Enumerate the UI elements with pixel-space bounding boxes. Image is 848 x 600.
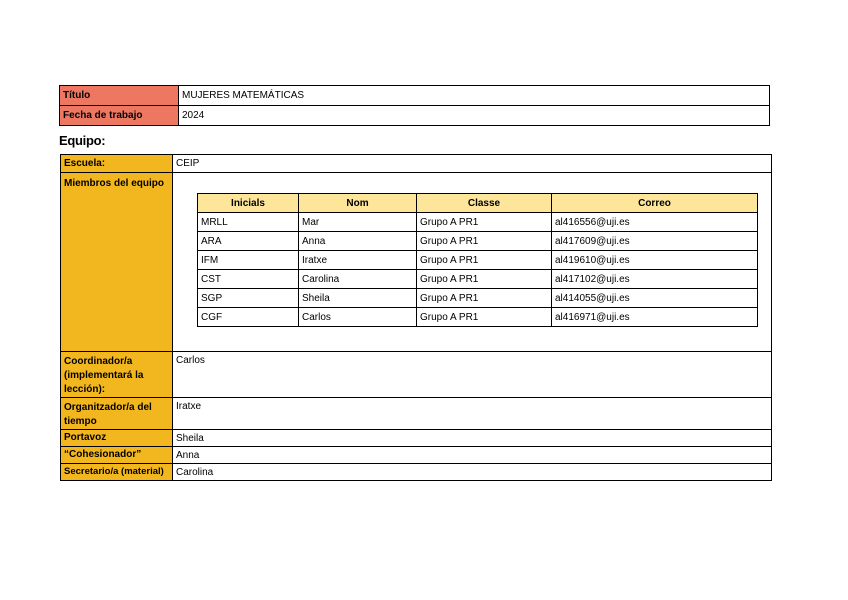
member-class: Grupo A PR1 <box>417 232 552 251</box>
member-class: Grupo A PR1 <box>417 308 552 327</box>
organizador-label: Organitzador/a del tiempo <box>61 398 173 430</box>
member-initials: IFM <box>198 251 299 270</box>
member-initials: CST <box>198 270 299 289</box>
col-header-correo: Correo <box>552 194 758 213</box>
member-name: Iratxe <box>299 251 417 270</box>
organizador-value: Iratxe <box>173 398 772 430</box>
titulo-label: Título <box>60 86 179 106</box>
col-header-nom: Nom <box>299 194 417 213</box>
member-name: Carolina <box>299 270 417 289</box>
header-table <box>59 85 770 126</box>
members-header-row <box>198 194 758 213</box>
member-name: Mar <box>299 213 417 232</box>
member-email: al416971@uji.es <box>552 308 758 327</box>
member-initials: SGP <box>198 289 299 308</box>
equipo-table <box>60 154 772 481</box>
portavoz-value: Sheila <box>173 430 772 447</box>
secretario-label: Secretario/a (material) <box>61 464 173 481</box>
member-name: Anna <box>299 232 417 251</box>
member-name: Sheila <box>299 289 417 308</box>
col-header-inicials: Inicials <box>198 194 299 213</box>
miembros-cell <box>173 173 772 352</box>
member-class: Grupo A PR1 <box>417 251 552 270</box>
member-email: al414055@uji.es <box>552 289 758 308</box>
member-initials: ARA <box>198 232 299 251</box>
equipo-heading: Equipo: <box>59 133 106 148</box>
fecha-value: 2024 <box>179 106 770 126</box>
member-email: al417609@uji.es <box>552 232 758 251</box>
coordinador-row <box>61 352 772 398</box>
member-class: Grupo A PR1 <box>417 289 552 308</box>
member-email: al417102@uji.es <box>552 270 758 289</box>
member-initials: MRLL <box>198 213 299 232</box>
escuela-row <box>61 155 772 173</box>
member-initials: CGF <box>198 308 299 327</box>
cohesionador-row <box>61 447 772 464</box>
miembros-label: Miembros del equipo <box>61 173 173 352</box>
member-email: al419610@uji.es <box>552 251 758 270</box>
titulo-value: MUJERES MATEMÁTICAS <box>179 86 770 106</box>
escuela-value: CEIP <box>173 155 772 173</box>
secretario-value: Carolina <box>173 464 772 481</box>
portavoz-label: Portavoz <box>61 430 173 447</box>
member-class: Grupo A PR1 <box>417 270 552 289</box>
table-row <box>198 270 758 289</box>
col-header-classe: Classe <box>417 194 552 213</box>
portavoz-row <box>61 430 772 447</box>
coordinador-value: Carlos <box>173 352 772 398</box>
miembros-row <box>61 173 772 352</box>
coordinador-label: Coordinador/a (implementará la lección): <box>61 352 173 398</box>
table-row <box>198 232 758 251</box>
member-name: Carlos <box>299 308 417 327</box>
fecha-row <box>60 106 770 126</box>
fecha-label: Fecha de trabajo <box>60 106 179 126</box>
organizador-row <box>61 398 772 430</box>
table-row <box>198 289 758 308</box>
table-row <box>198 251 758 270</box>
members-table <box>197 193 758 327</box>
member-email: al416556@uji.es <box>552 213 758 232</box>
member-class: Grupo A PR1 <box>417 213 552 232</box>
escuela-label: Escuela: <box>61 155 173 173</box>
titulo-row <box>60 86 770 106</box>
table-row <box>198 213 758 232</box>
table-row <box>198 308 758 327</box>
secretario-row <box>61 464 772 481</box>
cohesionador-label: “Cohesionador” <box>61 447 173 464</box>
cohesionador-value: Anna <box>173 447 772 464</box>
